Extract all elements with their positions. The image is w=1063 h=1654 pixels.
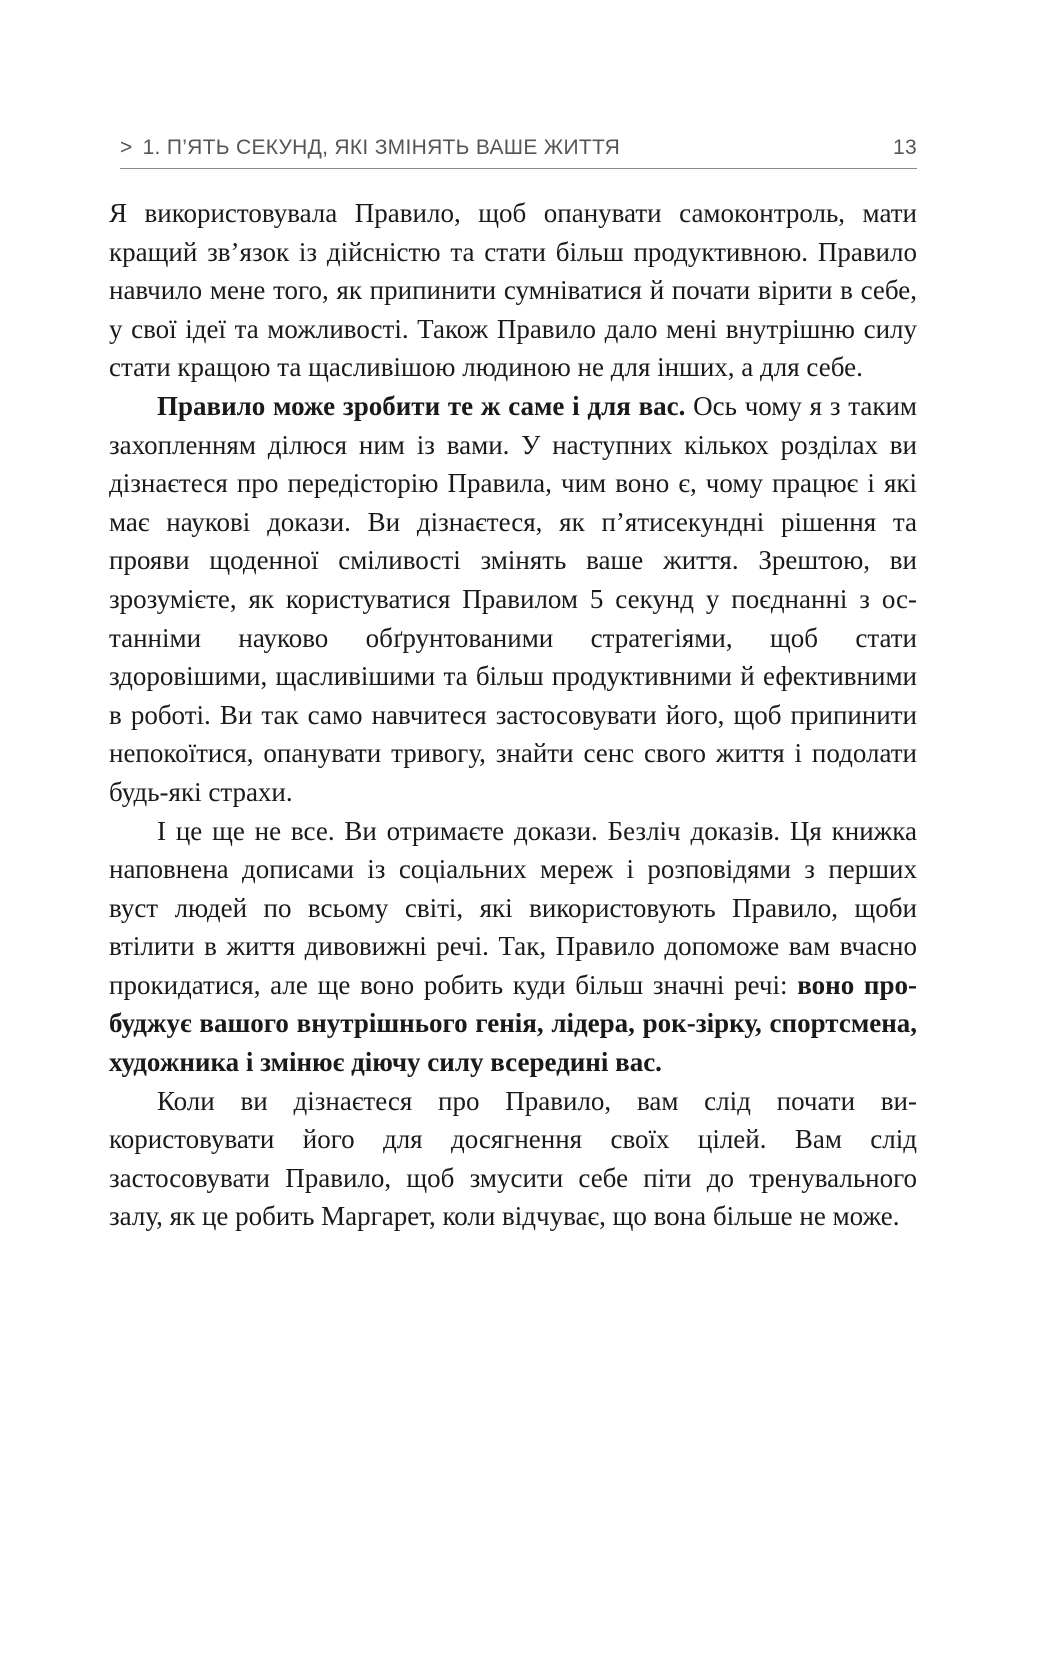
body-text (109, 194, 918, 1236)
paragraph-1-text: Я використовувала Правило, щоб опанувати самоконтроль, мати кращий зв’язок із дійсністю та стати більш продуктивною. Правило навчило мене того, як припинити сумніватися й почати вірити в себе, у свої ідеї та можливості. Також Правило дало мені внутрішню силу стати кращою та щасливішою людиною не для інших, а для себе. (109, 198, 917, 383)
paragraph-3 (109, 812, 917, 1082)
paragraph-1 (109, 194, 917, 387)
page-number: 13 (893, 136, 917, 159)
paragraph-2-text: Ось чому я з таким захопленням ділюся ним із вами. У наступних кількох розділах ви дізнаєтеся про передісторію Правила, чим воно є, чому працює і які має наукові докази. Ви дізнаєтеся, як п’ятисекундні рішення та прояви щоденної сміливості змінять ваше життя. Зрештою, ви зрозумієте, як користуватися Правилом 5 секунд у поєднанні з останніми науково обґрунтованими стратегіями, щоб стати здоровішими, щасливішими та більш продуктивними й ефективними в роботі. Ви так само навчитеся застосовувати його, щоб припинити непокоїтися, опанувати тривогу, знайти сенс свого життя і подолати будь-які страхи. (109, 390, 918, 807)
paragraph-2 (109, 387, 917, 812)
paragraph-3-bold-tail: воно пробуджує вашого внутрішнього генія, лідера, рок-зірку, спортсмена, художника і змінює діючу силу всередині вас. (109, 969, 918, 1078)
chevron-icon: > (120, 136, 133, 159)
running-header (120, 134, 917, 169)
chapter-title (120, 136, 620, 160)
paragraph-4 (109, 1082, 917, 1236)
chapter-title-text: 1. П’ЯТЬ СЕКУНД, ЯКІ ЗМІНЯТЬ ВАШЕ ЖИТТЯ (142, 136, 621, 159)
paragraph-2-bold-lead: Правило може зробити те ж саме і для вас. (157, 390, 686, 421)
paragraph-3-text: І це ще не все. Ви отримаєте докази. Безліч доказів. Ця книжка наповнена дописами із соціальних мереж і розповідями з перших вуст людей по всьому світі, які використовують Правило, щоби втілити в життя дивовижні речі. Так, Правило допоможе вам вчасно прокидатися, але ще воно робить куди більш значні речі: (109, 815, 917, 1000)
paragraph-4-text: Коли ви дізнаєтеся про Правило, вам слід почати використовувати його для досягнення своїх цілей. Вам слід застосовувати Правило, щоб змусити себе піти до тренувального залу, як це робить Маргарет, коли відчуває, що вона більше не може. (109, 1085, 917, 1232)
